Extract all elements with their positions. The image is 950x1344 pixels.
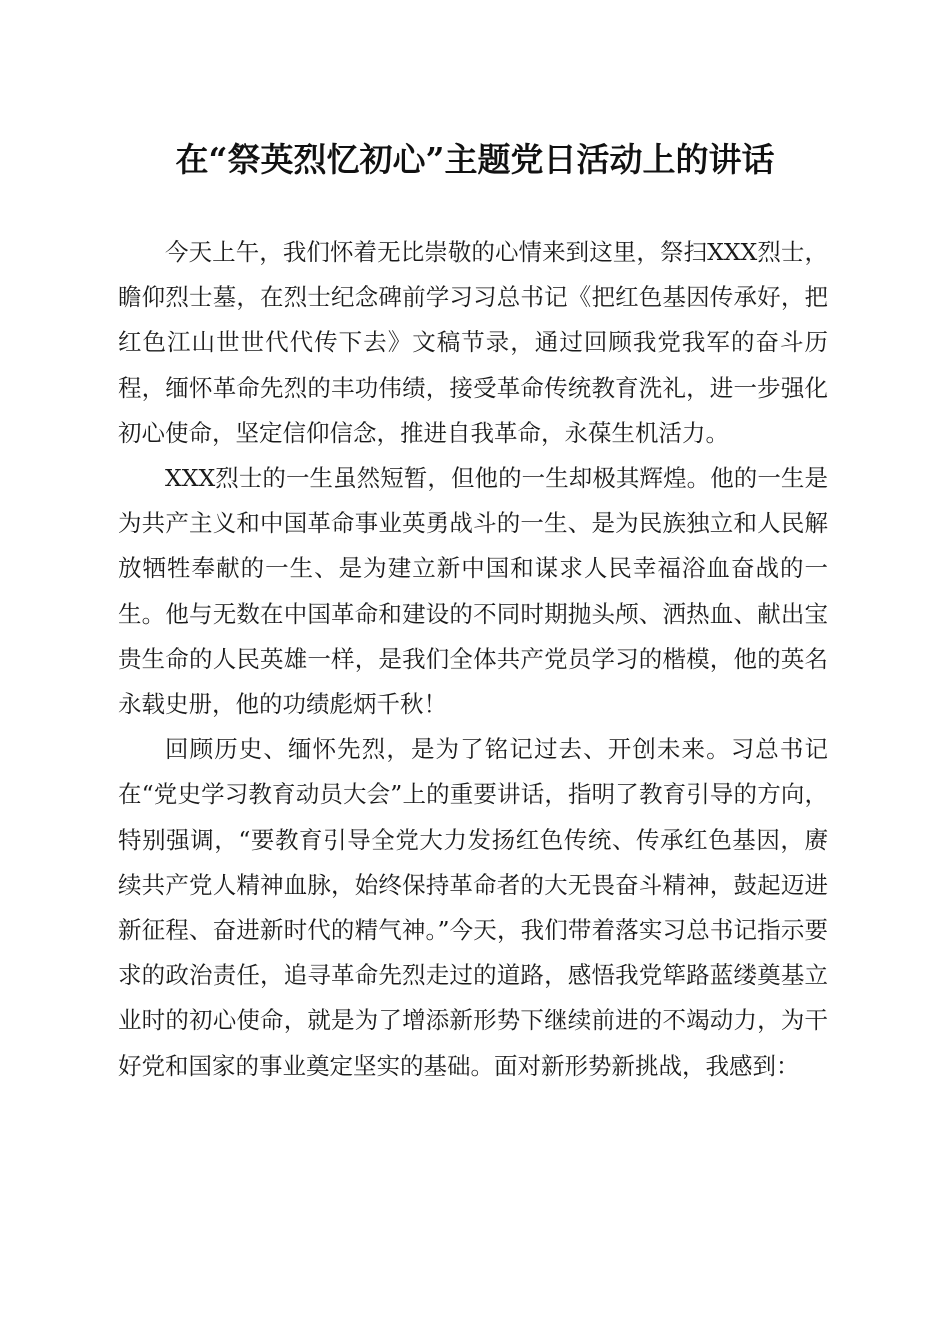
paragraph-3: 回顾历史、缅怀先烈，是为了铭记过去、开创未来。习总书记在“党史学习教育动员大会”上的重要讲话，指明了教育引导的方向，特别强调，“要教育引导全党大力发扬红色传统、传承红色基因，赓续共产党人精神血脉，始终保持革命者的大无畏奋斗精神，鼓起迈进新征程、奋进新时代的精气神。”今天，我们带着落实习总书记指示要求的政治责任，追寻革命先烈走过的道路，感悟我党筚路蓝缕奠基立业时的初心使命，就是为了增添新形势下继续前进的不竭动力，为干好党和国家的事业奠定坚实的基础。面对新形势新挑战，我感到： <box>118 735 828 1080</box>
paragraph-2: XXX烈士的一生虽然短暂，但他的一生却极其辉煌。他的一生是为共产主义和中国革命事业英勇战斗的一生、是为民族独立和人民解放牺牲奉献的一生、是为建立新中国和谋求人民幸福浴血奋战的一生。他与无数在中国革命和建设的不同时期抛头颅、洒热血、献出宝贵生命的人民英雄一样，是我们全体共产党员学习的楷模，他的英名永载史册，他的功绩彪炳千秋！ <box>118 464 828 719</box>
paragraph-1: 今天上午，我们怀着无比崇敬的心情来到这里，祭扫XXX烈士，瞻仰烈士墓，在烈士纪念碑前学习习总书记《把红色基因传承好，把红色江山世世代代传下去》文稿节录，通过回顾我党我军的奋斗历程，缅怀革命先烈的丰功伟绩，接受革命传统教育洗礼，进一步强化初心使命，坚定信仰信念，推进自我革命，永葆生机活力。 <box>118 238 828 447</box>
document-title: 在“祭英烈忆初心”主题党日活动上的讲话 <box>175 140 775 179</box>
document-body <box>118 230 828 1089</box>
